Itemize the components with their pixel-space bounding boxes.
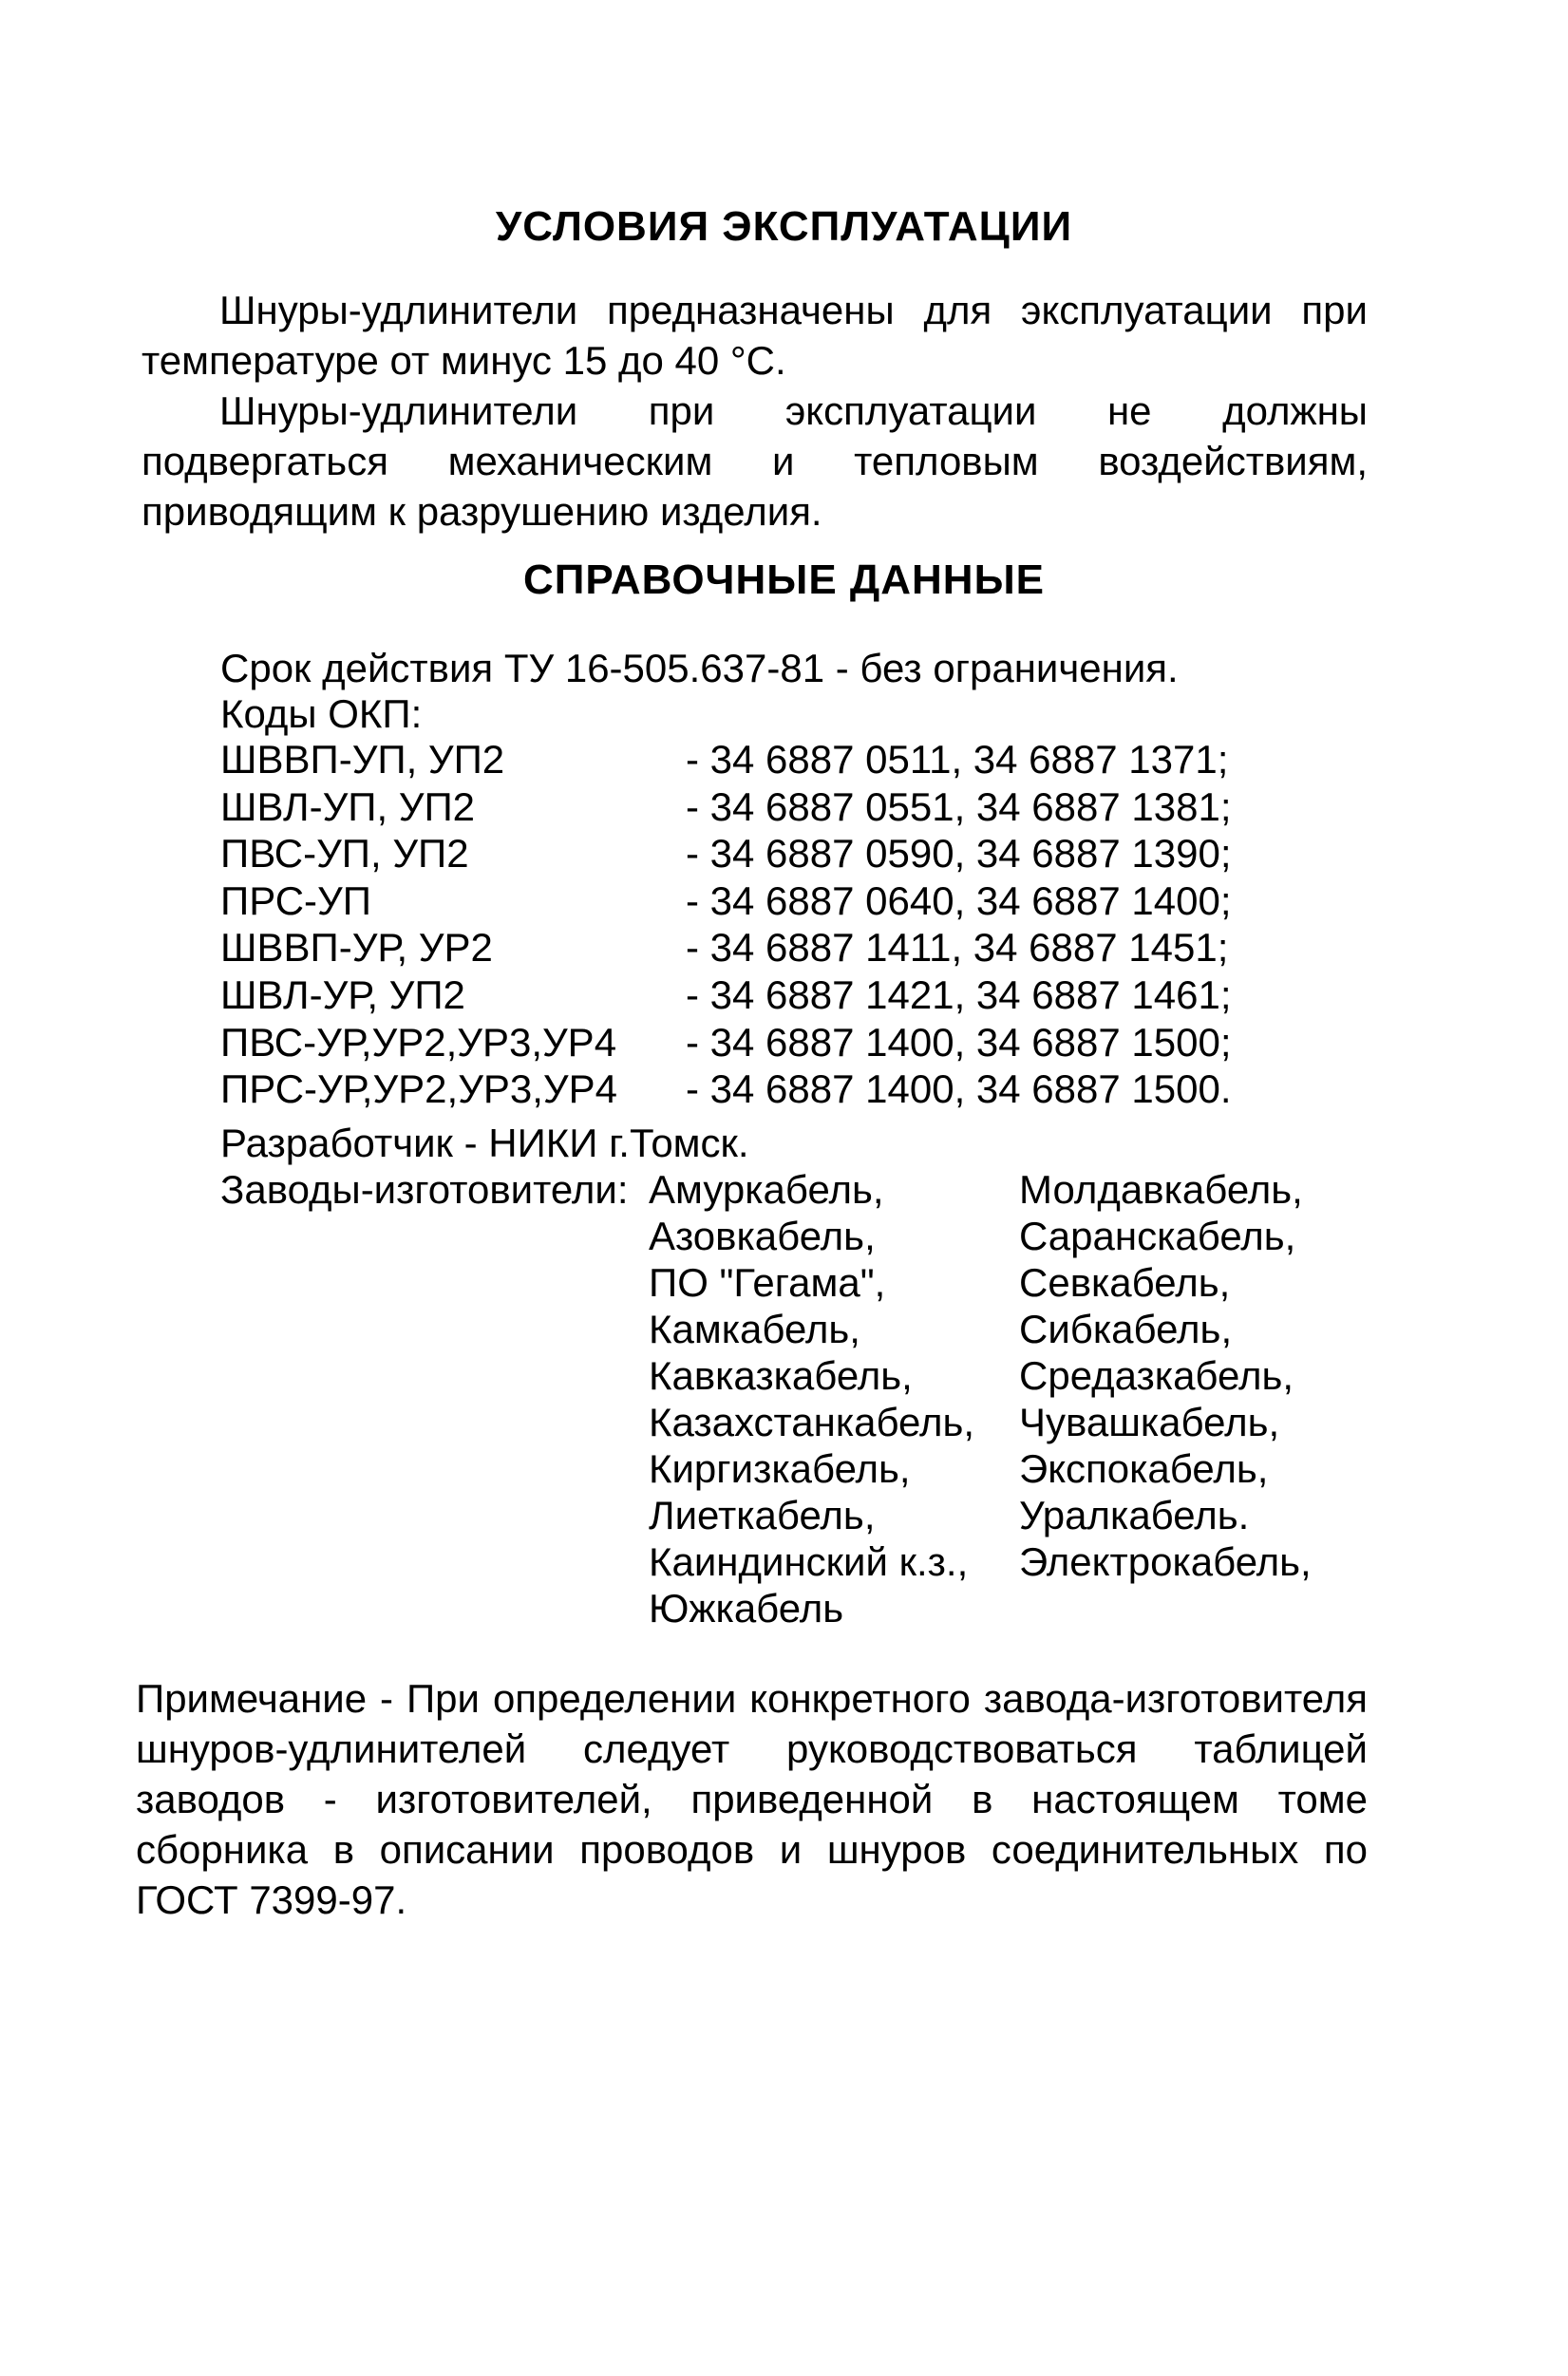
manufacturer-item: Камкабель, [649, 1307, 860, 1351]
cord-type: ПВС-УР,УР2,УР3,УР4 [220, 1019, 617, 1065]
manufacturer-item: Азовкабель, [649, 1214, 876, 1258]
okp-label: Коды ОКП: [220, 691, 423, 736]
manufacturer-item: Южкабель [649, 1586, 844, 1631]
cord-type: ПВС-УП, УП2 [220, 831, 469, 877]
manufacturer-item: Экспокабель, [1019, 1446, 1269, 1491]
okp-codes: - 34 6887 0551, 34 6887 1381; [686, 783, 1232, 829]
okp-code-row [220, 783, 1313, 831]
conditions-paragraph-temperature: Шнуры-удлинители предназначены для эксплуатации при температуре от минус 15 до 40 °С. [142, 288, 1368, 383]
manufacturer-item: Саранскабель, [1019, 1214, 1296, 1258]
developer-line: Разработчик - НИКИ г.Томск. [220, 1121, 749, 1165]
okp-codes: - 34 6887 1411, 34 6887 1451; [686, 925, 1229, 971]
manufacturer-item: Средазкабель, [1019, 1353, 1294, 1398]
conditions-heading: УСЛОВИЯ ЭКСПЛУАТАЦИИ [495, 203, 1073, 250]
manufacturer-item: Казахстанкабель, [649, 1400, 975, 1444]
cord-type: ПРС-УР,УР2,УР3,УР4 [220, 1066, 617, 1112]
manufacturer-item: Молдавкабель, [1019, 1167, 1303, 1212]
note-paragraph: Примечание - При определении конкретного завода-изготовителя шнуров-удлинителей следует руководствоваться таблицей заводов - изготовителей, приведенной в настоящем томе сборника в описании проводов и шнуров соединительных по ГОСТ 7399-97. [136, 1676, 1368, 1922]
manufacturers-column-2 [1019, 1166, 1312, 1585]
manufacturer-item: Сибкабель, [1019, 1307, 1233, 1351]
okp-codes: - 34 6887 1400, 34 6887 1500; [686, 1019, 1232, 1065]
cord-type: ШВЛ-УР, УП2 [220, 971, 465, 1017]
manufacturer-item: Электрокабель, [1019, 1539, 1312, 1584]
okp-code-row [220, 736, 1313, 783]
okp-code-row [220, 1065, 1313, 1113]
manufacturer-item: ПО "Гегама", [649, 1260, 886, 1305]
okp-code-row [220, 924, 1313, 971]
manufacturer-item: Уралкабель. [1019, 1493, 1250, 1537]
manufacturer-item: Кавказкабель, [649, 1353, 913, 1398]
manufacturer-item: Каиндинский к.з., [649, 1539, 969, 1584]
okp-code-row [220, 830, 1313, 877]
cord-type: ШВВП-УР, УР2 [220, 925, 493, 971]
okp-code-list [220, 736, 1313, 1113]
reference-heading: СПРАВОЧНЫЕ ДАННЫЕ [523, 556, 1045, 603]
okp-codes: - 34 6887 1421, 34 6887 1461; [686, 971, 1232, 1017]
okp-codes: - 34 6887 0511, 34 6887 1371; [686, 737, 1229, 782]
manufacturers-label: Заводы-изготовители: [220, 1167, 629, 1212]
okp-code-row [220, 971, 1313, 1019]
cord-type: ШВЛ-УП, УП2 [220, 783, 476, 829]
okp-code-row [220, 877, 1313, 925]
okp-codes: - 34 6887 0640, 34 6887 1400; [686, 877, 1232, 923]
validity-line: Срок действия ТУ 16-505.637-81 - без ограничения. [220, 646, 1179, 690]
manufacturer-item: Амуркабель, [649, 1167, 884, 1212]
okp-codes: - 34 6887 0590, 34 6887 1390; [686, 831, 1232, 877]
okp-code-row [220, 1019, 1313, 1066]
manufacturer-item: Лиеткабель, [649, 1493, 876, 1537]
okp-codes: - 34 6887 1400, 34 6887 1500. [686, 1066, 1232, 1112]
manufacturer-item: Чувашкабель, [1019, 1400, 1280, 1444]
manufacturer-item: Киргизкабель, [649, 1446, 911, 1491]
manufacturer-item: Севкабель, [1019, 1260, 1231, 1305]
manufacturers-column-1 [649, 1166, 974, 1631]
cord-type: ПРС-УП [220, 877, 371, 923]
conditions-paragraph-restrictions: Шнуры-удлинители при эксплуатации не должны подвергаться механическим и тепловым воздействиям, приводящим к разрушению изделия. [142, 388, 1368, 534]
cord-type: ШВВП-УП, УП2 [220, 737, 505, 782]
